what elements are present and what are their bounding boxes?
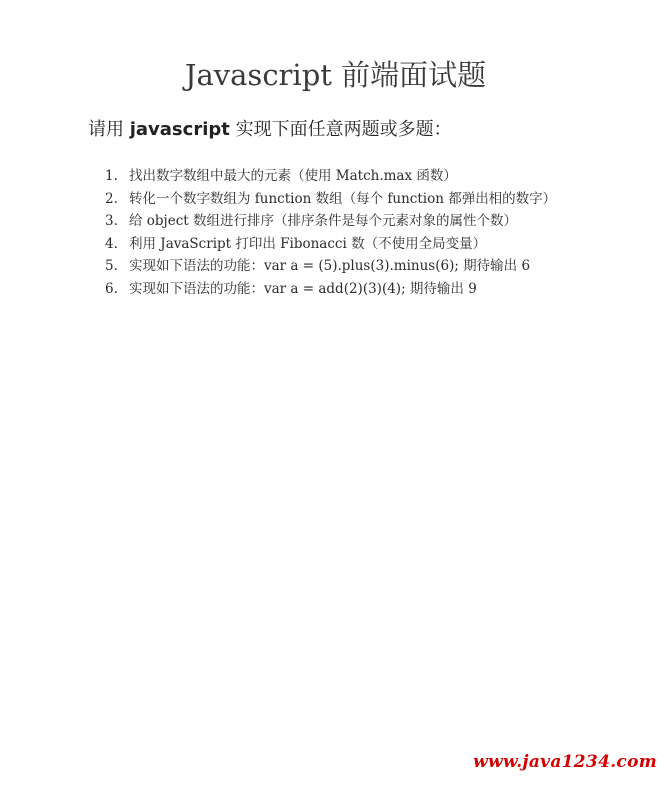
question-item <box>105 165 556 188</box>
question-text: 利用 JavaScript 打印出 Fibonacci 数（不使用全局变量） <box>129 235 487 252</box>
question-item <box>105 233 556 256</box>
question-list <box>105 165 556 300</box>
question-number: 4. <box>105 235 118 252</box>
question-item <box>105 210 556 233</box>
question-number: 6. <box>105 280 118 297</box>
question-item <box>105 278 556 301</box>
document-subtitle <box>88 116 452 144</box>
question-number: 2. <box>105 190 118 207</box>
question-text: 实现如下语法的功能：var a = (5).plus(3).minus(6); 期待输出 6 <box>129 258 531 274</box>
question-text: 找出数字数组中最大的元素（使用 Match.max 函数） <box>129 168 457 184</box>
subtitle-prefix: 请用 <box>88 119 130 140</box>
subtitle-suffix: 实现下面任意两题或多题： <box>229 119 452 140</box>
question-text: 实现如下语法的功能：var a = add(2)(3)(4); 期待输出 9 <box>129 280 477 297</box>
subtitle-keyword: javascript <box>129 119 230 140</box>
watermark-link[interactable]: www.java1234.com <box>473 752 657 772</box>
question-number: 1. <box>105 168 118 184</box>
question-number: 5. <box>105 258 118 274</box>
question-item <box>105 255 556 278</box>
question-number: 3. <box>105 213 118 229</box>
question-text: 转化一个数字数组为 function 数组（每个 function 都弹出相的数字） <box>129 190 557 207</box>
question-text: 给 object 数组进行排序（排序条件是每个元素对象的属性个数） <box>129 213 518 229</box>
question-item <box>105 188 556 211</box>
document-title: Javascript 前端面试题 <box>184 58 487 92</box>
